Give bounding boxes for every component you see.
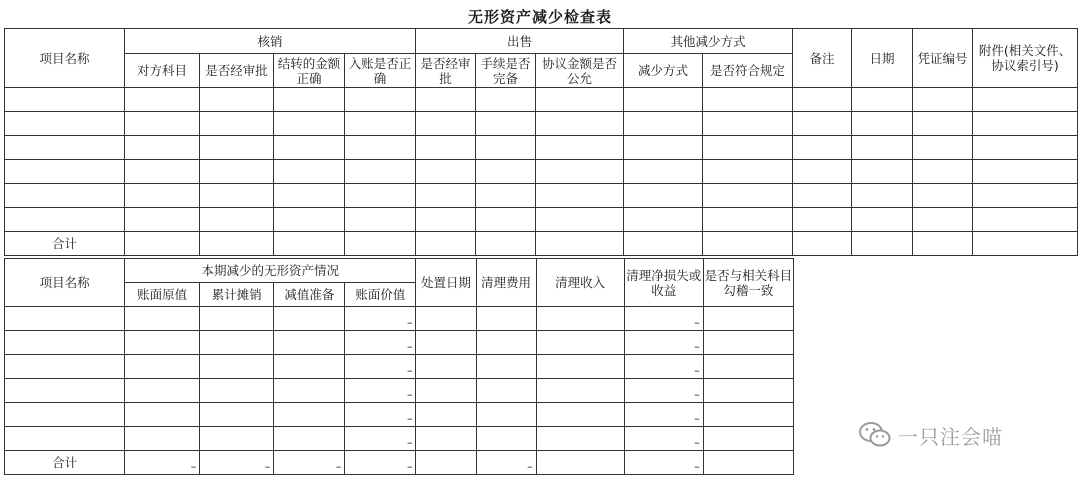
header-sale-approved: 是否经审批 <box>416 54 476 88</box>
book-value-dash: – <box>345 307 416 331</box>
table-row <box>5 331 794 355</box>
net-dash: – <box>624 331 703 355</box>
book-value-dash: – <box>345 403 416 427</box>
header-disposal-date: 处置日期 <box>416 259 476 307</box>
header-remark: 备注 <box>793 29 852 88</box>
header-date: 日期 <box>852 29 913 88</box>
header-counter-account: 对方科目 <box>125 54 200 88</box>
header-reduction-situation: 本期减少的无形资产情况 <box>125 259 416 283</box>
header-net-gain-loss: 清理净损失或收益 <box>624 259 703 307</box>
total-book-value-dash: – <box>345 451 416 475</box>
header-reduction-method: 减少方式 <box>624 54 703 88</box>
total-label: 合计 <box>5 451 125 475</box>
page-title: 无形资产减少检查表 <box>467 8 612 26</box>
header-project-name: 项目名称 <box>5 29 125 88</box>
total-row <box>5 451 794 475</box>
total-amortization-dash: – <box>200 451 274 475</box>
header-cleanup-cost: 清理费用 <box>476 259 536 307</box>
table-row <box>5 208 1078 232</box>
wechat-icon <box>858 421 892 449</box>
header-other-methods: 其他减少方式 <box>624 29 793 54</box>
disposal-detail-table <box>4 258 794 475</box>
total-net-dash: – <box>624 451 703 475</box>
total-cleanup-cost-dash: – <box>476 451 536 475</box>
watermark-text: 一只注会喵 <box>898 424 1003 449</box>
net-dash: – <box>624 307 703 331</box>
net-dash: – <box>624 403 703 427</box>
table-row <box>5 136 1078 160</box>
header-writeoff-approved: 是否经审批 <box>200 54 274 88</box>
table-row <box>5 112 1078 136</box>
total-impairment-dash: – <box>274 451 345 475</box>
book-value-dash: – <box>345 331 416 355</box>
header-accumulated-amortization: 累计摊销 <box>200 283 274 307</box>
table-row <box>5 307 794 331</box>
header-compliant: 是否符合规定 <box>703 54 793 88</box>
total-original-dash: – <box>125 451 200 475</box>
table-row <box>5 184 1078 208</box>
header-procedures-complete: 手续是否完备 <box>476 54 536 88</box>
header-attachment: 附件(相关文件、协议索引号) <box>973 29 1078 88</box>
net-dash: – <box>624 355 703 379</box>
header-transfer-amount: 结转的金额正确 <box>274 54 345 88</box>
book-value-dash: – <box>345 379 416 403</box>
header-impairment: 减值准备 <box>274 283 345 307</box>
book-value-dash: – <box>345 355 416 379</box>
table-row <box>5 427 794 451</box>
header-original-value: 账面原值 <box>125 283 200 307</box>
writeoff-sale-table <box>4 28 1078 256</box>
header-book-value: 账面价值 <box>345 283 416 307</box>
header-agreement-fair: 协议金额是否公允 <box>536 54 624 88</box>
table-row <box>5 160 1078 184</box>
table-row <box>5 355 794 379</box>
table-row <box>5 379 794 403</box>
table-row <box>5 88 1078 112</box>
watermark <box>858 420 1003 450</box>
book-value-dash: – <box>345 427 416 451</box>
header-consistency-check: 是否与相关科目勾稽一致 <box>703 259 793 307</box>
net-dash: – <box>624 379 703 403</box>
header-sale: 出售 <box>416 29 624 54</box>
total-row <box>5 232 1078 256</box>
table-row <box>5 403 794 427</box>
header-project-name: 项目名称 <box>5 259 125 307</box>
header-voucher-no: 凭证编号 <box>913 29 973 88</box>
net-dash: – <box>624 427 703 451</box>
total-label: 合计 <box>5 232 125 256</box>
header-entry-correct: 入账是否正确 <box>345 54 416 88</box>
header-writeoff: 核销 <box>125 29 416 54</box>
header-cleanup-income: 清理收入 <box>536 259 624 307</box>
